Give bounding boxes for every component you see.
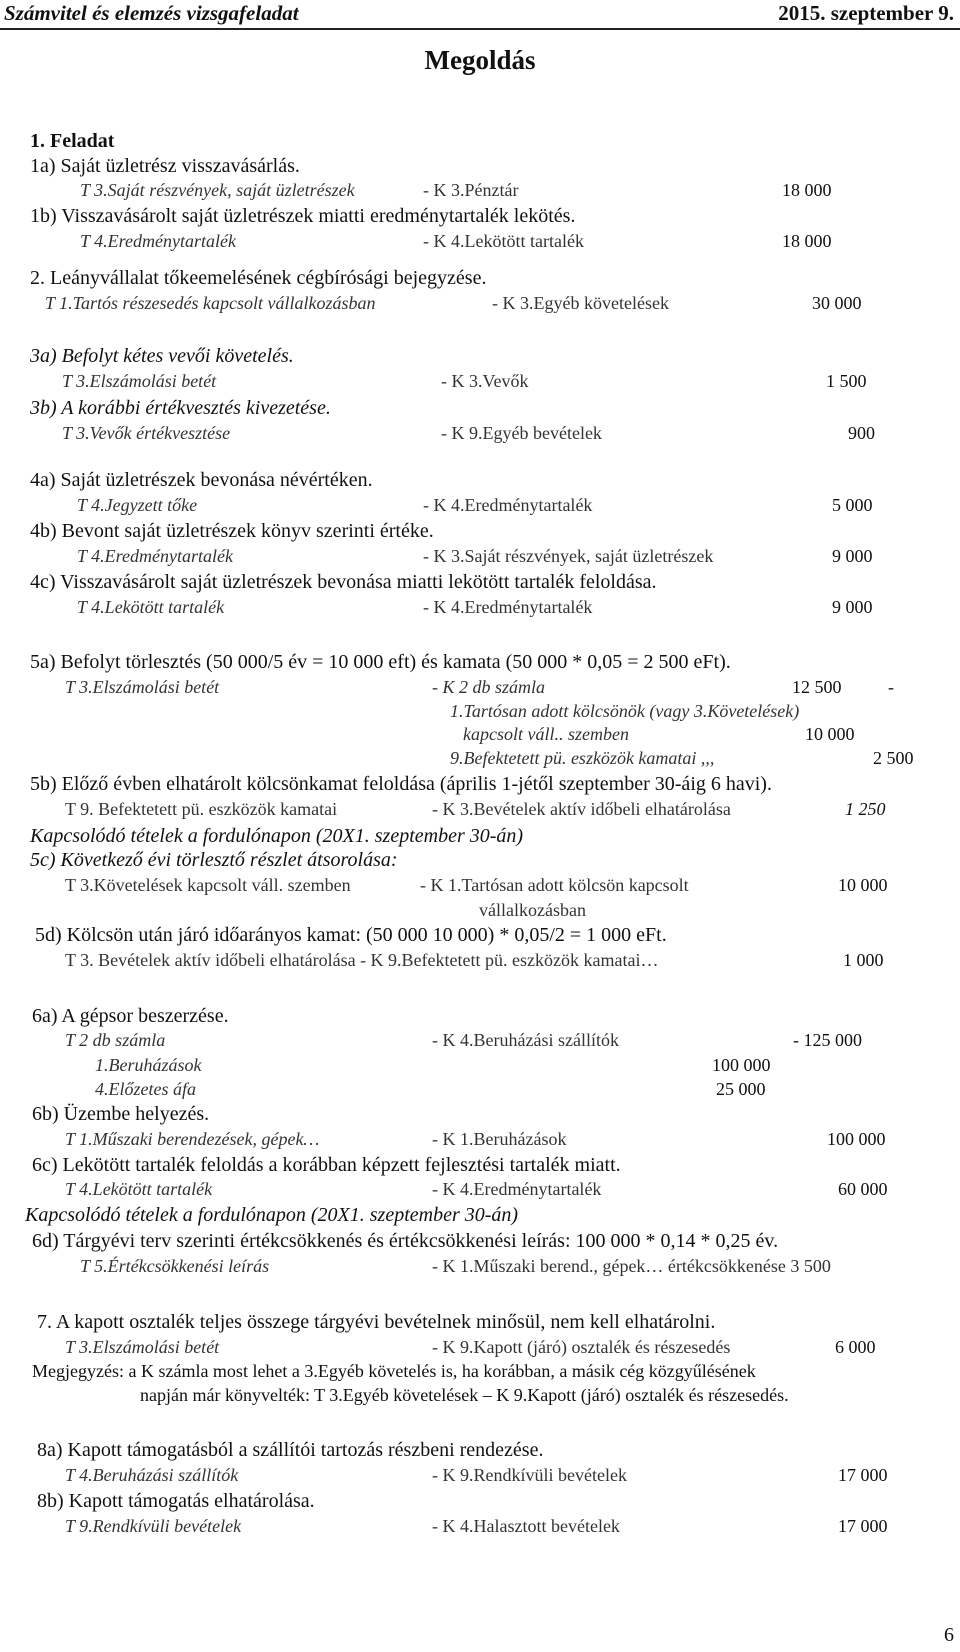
- text-line: T 9.Rendkívüli bevételek: [65, 1516, 242, 1536]
- text-line: napján már könyvelték: T 3.Egyéb követelések – K 9.Kapott (járó) osztalék és részesedés.: [140, 1385, 789, 1405]
- text-line: T 3.Elszámolási betét: [65, 677, 220, 697]
- page-header: [0, 0, 960, 30]
- text-line: 8b) Kapott támogatás elhatárolása.: [37, 1490, 315, 1512]
- text-line: 5a) Befolyt törlesztés (50 000/5 év = 10 000 eft) és kamata (50 000 * 0,05 = 2 500 eFt).: [30, 651, 731, 673]
- text-line: T 1.Tartós részesedés kapcsolt vállalkozásban: [45, 293, 376, 313]
- text-line: -: [888, 677, 894, 697]
- text-line: 1a) Saját üzletrész visszavásárlás.: [30, 155, 300, 177]
- header-date: 2015. szeptember 9.: [778, 1, 954, 25]
- text-line: - K 9.Egyéb bevételek: [441, 423, 602, 443]
- text-line: T 3.Elszámolási betét: [62, 371, 217, 391]
- text-line: 10 000: [805, 724, 855, 744]
- text-line: 17 000: [838, 1516, 888, 1536]
- text-line: T 4.Eredménytartalék: [77, 546, 233, 566]
- text-line: 6b) Üzembe helyezés.: [32, 1103, 210, 1125]
- text-line: 60 000: [838, 1179, 888, 1199]
- text-line: 6c) Lekötött tartalék feloldás a korábban képzett fejlesztési tartalék miatt.: [32, 1154, 621, 1176]
- text-line: 1.Beruházások: [95, 1055, 202, 1075]
- text-line: 1 250: [845, 799, 886, 819]
- text-line: 1. Feladat: [30, 130, 115, 152]
- text-line: - K 1.Tartósan adott kölcsön kapcsolt: [420, 875, 689, 895]
- text-line: 17 000: [838, 1465, 888, 1485]
- text-line: T 4.Lekötött tartalék: [77, 597, 225, 617]
- text-line: 30 000: [812, 293, 862, 313]
- text-line: 10 000: [838, 875, 888, 895]
- text-line: Kapcsolódó tételek a fordulónapon (20X1. szeptember 30-án): [25, 1204, 519, 1226]
- text-line: Kapcsolódó tételek a fordulónapon (20X1. szeptember 30-án): [30, 825, 524, 847]
- text-line: - K 3.Saját részvények, saját üzletrészek: [423, 546, 714, 566]
- text-line: T 3.Saját részvények, saját üzletrészek: [80, 180, 355, 200]
- text-line: T 3. Bevételek aktív időbeli elhatárolása - K 9.Befektetett pü. eszközök kamatai…: [65, 950, 659, 970]
- text-line: 6 000: [835, 1337, 876, 1357]
- text-line: 2 500: [873, 748, 914, 768]
- text-line: T 4.Lekötött tartalék: [65, 1179, 213, 1199]
- text-line: - K 4.Eredménytartalék: [432, 1179, 602, 1199]
- text-line: kapcsolt váll.. szemben: [463, 724, 629, 744]
- header-subject: Számvitel és elemzés vizsgafeladat: [4, 1, 299, 25]
- page-title: Megoldás: [424, 45, 536, 75]
- text-line: - K 3.Vevők: [441, 371, 529, 391]
- text-line: 9.Befektetett pü. eszközök kamatai ,,,: [450, 748, 715, 768]
- page-number: 6: [944, 1624, 954, 1646]
- text-line: 4a) Saját üzletrészek bevonása névértéken.: [30, 469, 373, 491]
- text-line: 12 500: [792, 677, 842, 697]
- text-line: 18 000: [782, 180, 832, 200]
- text-line: 6d) Tárgyévi terv szerinti értékcsökkenés és értékcsökkenési leírás: 100 000 * 0,14 * 0,25 év.: [32, 1230, 779, 1252]
- text-line: 4.Előzetes áfa: [95, 1079, 196, 1099]
- text-line: vállalkozásban: [479, 900, 586, 920]
- text-line: 5b) Előző évben elhatárolt kölcsönkamat feloldása (április 1-jétől szeptember 30-áig 6 havi).: [30, 773, 772, 795]
- text-line: T 3.Vevők értékvesztése: [62, 423, 231, 443]
- text-line: T 2 db számla: [65, 1030, 166, 1050]
- text-line: 9 000: [832, 597, 873, 617]
- text-line: T 4.Beruházási szállítók: [65, 1465, 239, 1485]
- text-line: T 9. Befektetett pü. eszközök kamatai: [65, 799, 338, 819]
- text-line: 100 000: [712, 1055, 771, 1075]
- text-line: - K 1.Beruházások: [432, 1129, 567, 1149]
- text-line: 5c) Következő évi törlesztő részlet átsorolása:: [30, 849, 398, 871]
- text-line: 5d) Kölcsön után járó időarányos kamat: (50 000 10 000) * 0,05/2 = 1 000 eFt.: [35, 924, 667, 946]
- text-line: - K 4.Eredménytartalék: [423, 495, 593, 515]
- text-line: 5 000: [832, 495, 873, 515]
- text-line: 7. A kapott osztalék teljes összege tárgyévi bevételnek minősül, nem kell elhatárolni.: [37, 1311, 716, 1333]
- text-line: T 4.Eredménytartalék: [80, 231, 236, 251]
- text-line: T 3.Követelések kapcsolt váll. szemben: [65, 875, 351, 895]
- text-line: - K 3.Bevételek aktív időbeli elhatárolása: [432, 799, 731, 819]
- text-line: 900: [848, 423, 875, 443]
- text-line: - K 4.Lekötött tartalék: [423, 231, 584, 251]
- text-line: - K 9.Rendkívüli bevételek: [432, 1465, 627, 1485]
- text-line: 1.Tartósan adott kölcsönök (vagy 3.Követelések): [450, 701, 800, 721]
- text-line: T 1.Műszaki berendezések, gépek…: [65, 1129, 320, 1149]
- text-line: Megjegyzés: a K számla most lehet a 3.Egyéb követelés is, ha korábban, a másik cég közgyűlésének: [32, 1361, 756, 1381]
- text-line: 6a) A gépsor beszerzése.: [32, 1005, 229, 1027]
- text-line: - K 4.Eredménytartalék: [423, 597, 593, 617]
- text-line: - K 4.Halasztott bevételek: [432, 1516, 620, 1536]
- text-line: - K 1.Műszaki berend., gépek… értékcsökkenése 3 500: [432, 1256, 831, 1276]
- text-line: 1b) Visszavásárolt saját üzletrészek miatti eredménytartalék lekötés.: [30, 205, 576, 227]
- text-line: - K 3.Egyéb követelések: [492, 293, 669, 313]
- text-line: T 4.Jegyzett tőke: [77, 495, 198, 515]
- text-line: 18 000: [782, 231, 832, 251]
- text-line: T 3.Elszámolási betét: [65, 1337, 220, 1357]
- text-line: - K 2 db számla: [432, 677, 546, 697]
- text-line: - K 9.Kapott (járó) osztalék és részesedés: [432, 1337, 731, 1357]
- text-line: - K 3.Pénztár: [423, 180, 519, 200]
- text-line: 8a) Kapott támogatásból a szállítói tartozás részbeni rendezése.: [37, 1439, 544, 1461]
- text-line: 4c) Visszavásárolt saját üzletrészek bevonása miatti lekötött tartalék feloldása.: [30, 571, 657, 593]
- text-line: 100 000: [827, 1129, 886, 1149]
- text-line: 2. Leányvállalat tőkeemelésének cégbírósági bejegyzése.: [30, 267, 487, 289]
- text-line: - K 4.Beruházási szállítók: [432, 1030, 619, 1050]
- text-line: 4b) Bevont saját üzletrészek könyv szerinti értéke.: [30, 520, 434, 542]
- text-line: 25 000: [716, 1079, 766, 1099]
- text-line: 3a) Befolyt kétes vevői követelés.: [30, 345, 294, 367]
- text-line: - 125 000: [793, 1030, 862, 1050]
- text-line: 1 500: [826, 371, 867, 391]
- text-line: T 5.Értékcsökkenési leírás: [80, 1256, 270, 1276]
- text-line: 9 000: [832, 546, 873, 566]
- text-line: 3b) A korábbi értékvesztés kivezetése.: [30, 397, 331, 419]
- text-line: 1 000: [843, 950, 884, 970]
